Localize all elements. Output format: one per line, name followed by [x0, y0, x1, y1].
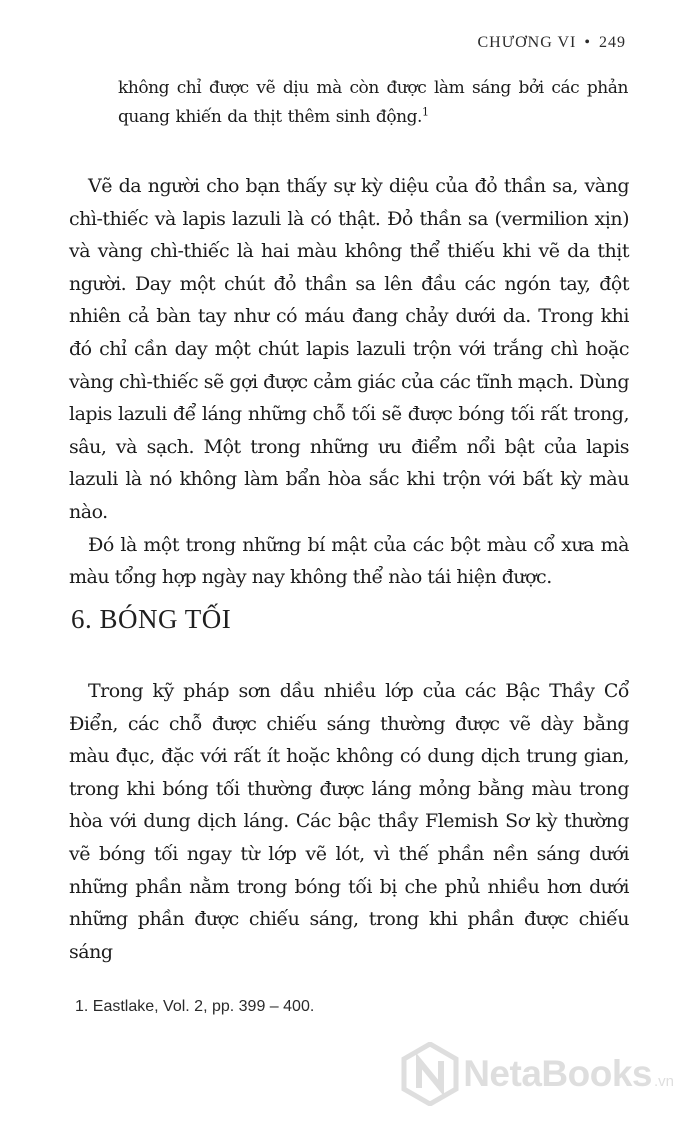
footnote: 1. Eastlake, Vol. 2, pp. 399 – 400.	[75, 998, 315, 1015]
block-quote	[118, 74, 628, 132]
publisher-watermark	[401, 1042, 674, 1106]
body-paragraph-3: Trong kỹ pháp sơn dầu nhiều lớp của các Bậc Thầy Cổ Điển, các chỗ được chiếu sáng thường được vẽ dày bằng màu đục, đặc với rất ít hoặc không có dung dịch trung gian, trong khi bóng tối thường được láng mỏng bằng màu trong hòa với dung dịch láng. Các bậc thầy Flemish Sơ kỳ thường vẽ bóng tối ngay từ lớp vẽ lót, vì thế phần nền sáng dưới những phần nằm trong bóng tối bị che phủ nhiều hơn dưới những phần được chiếu sáng, trong khi phần được chiếu sáng	[69, 680, 629, 963]
body-text-section-1	[69, 170, 629, 594]
watermark-brand: NetaBooks	[463, 1053, 652, 1094]
body-text-section-2	[69, 675, 629, 968]
watermark-tld: .vn	[653, 1072, 674, 1090]
netabooks-logo-icon	[401, 1042, 459, 1106]
section-heading: 6. BÓNG TỐI	[71, 604, 232, 634]
header-separator: •	[584, 34, 591, 51]
running-header	[477, 34, 626, 52]
quote-text: không chỉ được vẽ dịu mà còn được làm sáng bởi các phản quang khiến da thịt thêm sinh động.	[118, 78, 628, 127]
page-number: 249	[599, 34, 626, 51]
footnote-reference[interactable]: 1	[422, 105, 429, 119]
chapter-label: CHƯƠNG VI	[477, 34, 577, 51]
body-paragraph-2: Đó là một trong những bí mật của các bột màu cổ xưa mà màu tổng hợp ngày nay không thể nào tái hiện được.	[69, 533, 629, 589]
quote-paragraph	[118, 74, 628, 132]
body-paragraph-1: Vẽ da người cho bạn thấy sự kỳ diệu của đỏ thần sa, vàng chì-thiếc và lapis lazuli là có thật. Đỏ thần sa (vermilion xịn) và vàng chì-thiếc là hai màu không thể thiếu khi vẽ da thịt người. Day một chút đỏ thần sa lên đầu các ngón tay, đột nhiên cả bàn tay như có máu đang chảy dưới da. Trong khi đó chỉ cần day một chút lapis lazuli trộn với trắng chì hoặc vàng chì-thiếc sẽ gợi được cảm giác của các tĩnh mạch. Dùng lapis lazuli để láng những chỗ tối sẽ được bóng tối rất trong, sâu, và sạch. Một trong những ưu điểm nổi bật của lapis lazuli là nó không làm bẩn hòa sắc khi trộn với bất kỳ màu nào.	[69, 175, 629, 523]
